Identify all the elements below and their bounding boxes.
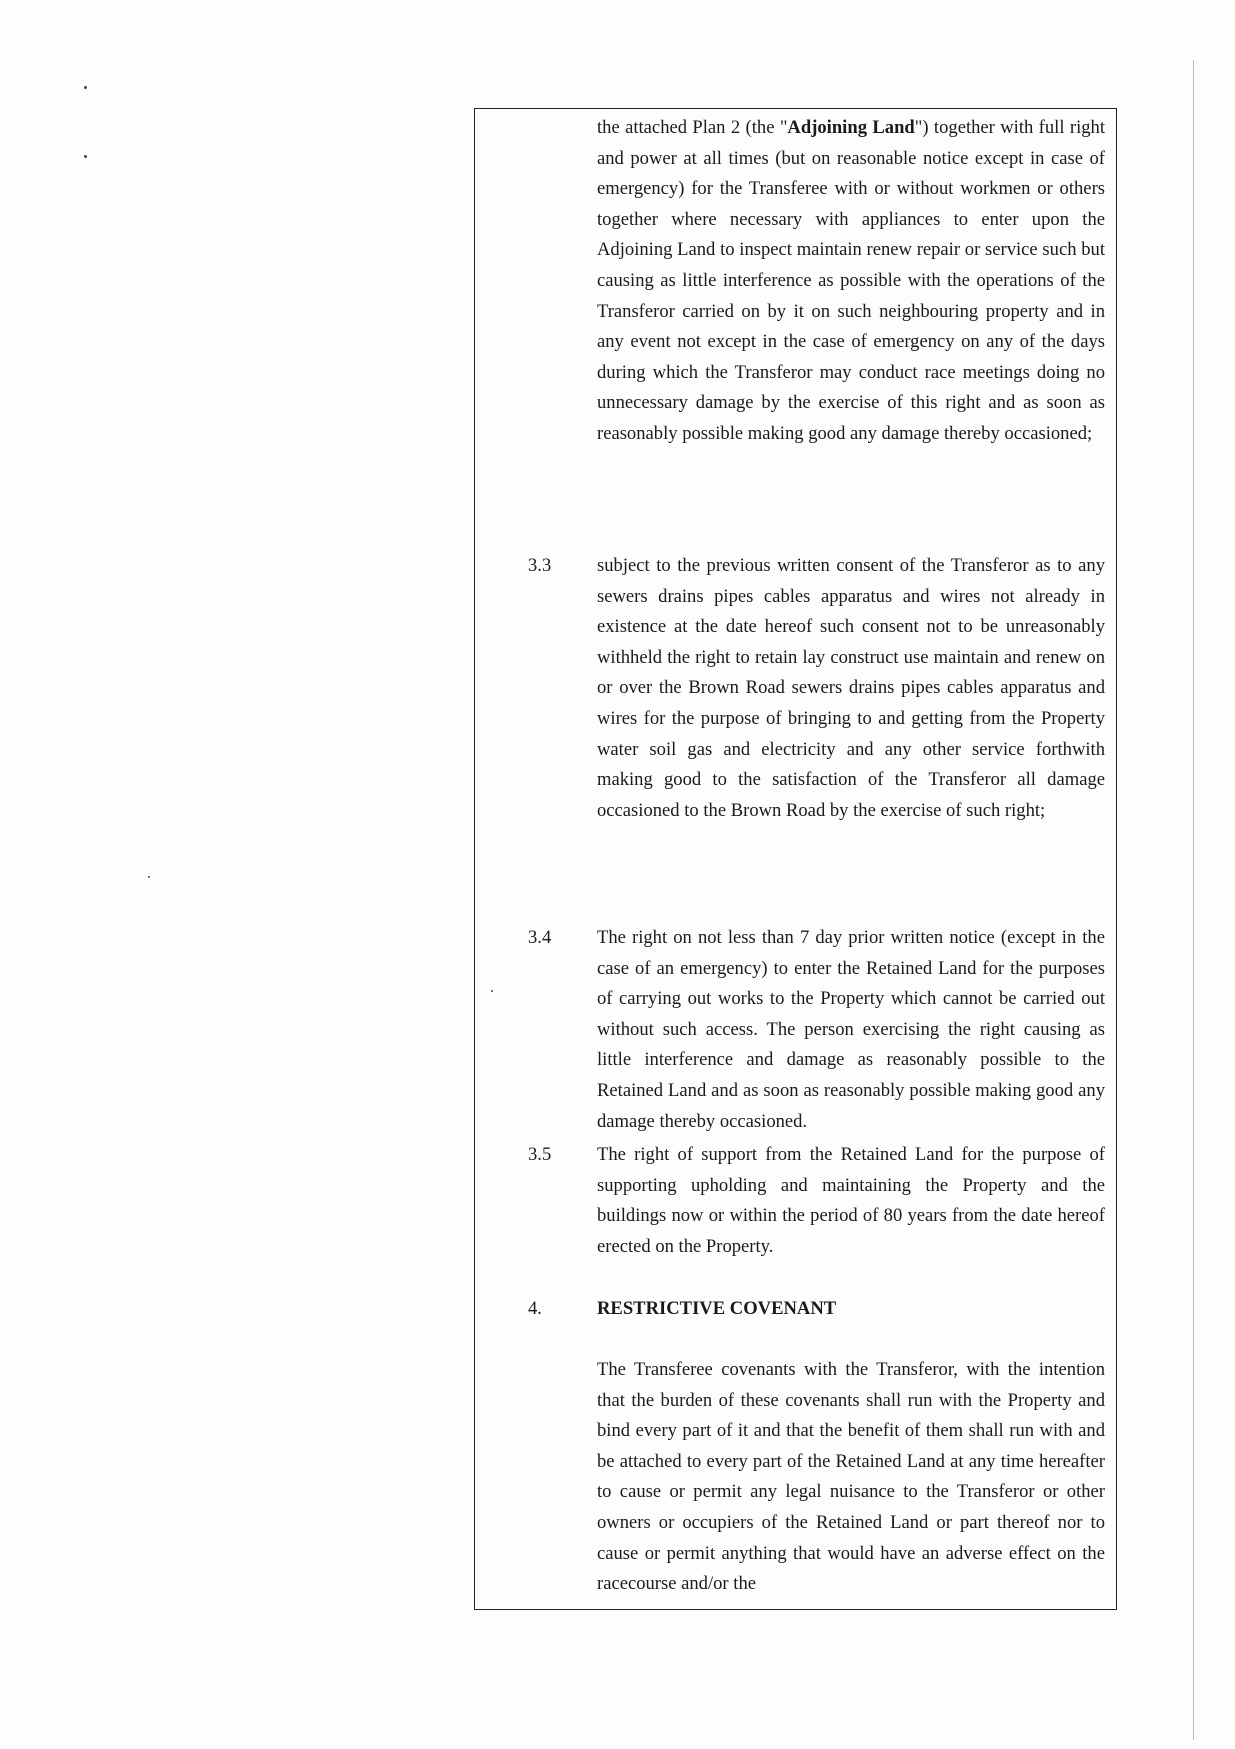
clause-3-3-number: 3.3 [528,555,552,576]
section-4-text: The Transferee covenants with the Transferor, with the intention that the burden of these covenants shall run with the Property and bind every part of it and that the benefit of them shall run with and be attached to every part of the Retained Land at any time hereafter to cause or permit any legal nuisance to the Transferor or other owners or occupiers of the Retained Land or part thereof nor to cause or permit anything that would have an adverse effect on the racecourse and/or the [597,1359,1105,1595]
clause-3-5-text: The right of support from the Retained Land for the purpose of supporting upholding and maintaining the Property and the buildings now or within the period of 80 years from the date hereof erected on the Property. [597,1144,1105,1257]
scan-speck [84,86,87,89]
clause-3-4-number: 3.4 [528,927,552,948]
clause-3-4-text: The right on not less than 7 day prior written notice (except in the case of an emergency) to enter the Retained Land for the purposes of carrying out works to the Property which cannot be carried out without such access. The person exercising the right causing as little interference and damage as reasonably possible to the Retained Land and as soon as reasonably possible making good any damage thereby occasioned. [597,927,1105,1132]
scan-speck [84,155,87,158]
clause-3-2-text-after: ") together with full right and power at all times (but on reasonable notice except in case of emergency) for the Transferee with or without workmen or others together where necessary with appliances to enter upon the Adjoining Land to inspect maintain renew repair or service such but causing as little interference as possible with the operations of the Transferor carried on by it on such neighbouring property and in any event not except in the case of emergency on any of the days during which the Transferor may conduct race meetings doing no unnecessary damage by the exercise of this right and as soon as reasonably possible making good any damage thereby occasioned; [597,117,1105,444]
clause-3-3-text: subject to the previous written consent of the Transferor as to any sewers drains pipes cables apparatus and wires not already in existence at the date hereof such consent not to be unreasonably withheld the right to retain lay construct use maintain and renew on or over the Brown Road sewers drains pipes cables apparatus and wires for the purpose of bringing to and getting from the Property water soil gas and electricity and any other service forthwith making good to the satisfaction of the Transferor all damage occasioned to the Brown Road by the exercise of such right; [597,555,1105,821]
clause-3-2-continued [597,113,1105,450]
clause-3-5-number: 3.5 [528,1144,552,1165]
defined-term-adjoining-land: Adjoining Land [787,117,915,138]
section-4-number: 4. [528,1298,542,1319]
section-4-heading: RESTRICTIVE COVENANT [597,1298,837,1319]
clause-3-2-text-before: the attached Plan 2 (the " [597,117,788,138]
page-edge-line [1193,60,1194,1740]
scan-speck [148,876,150,878]
